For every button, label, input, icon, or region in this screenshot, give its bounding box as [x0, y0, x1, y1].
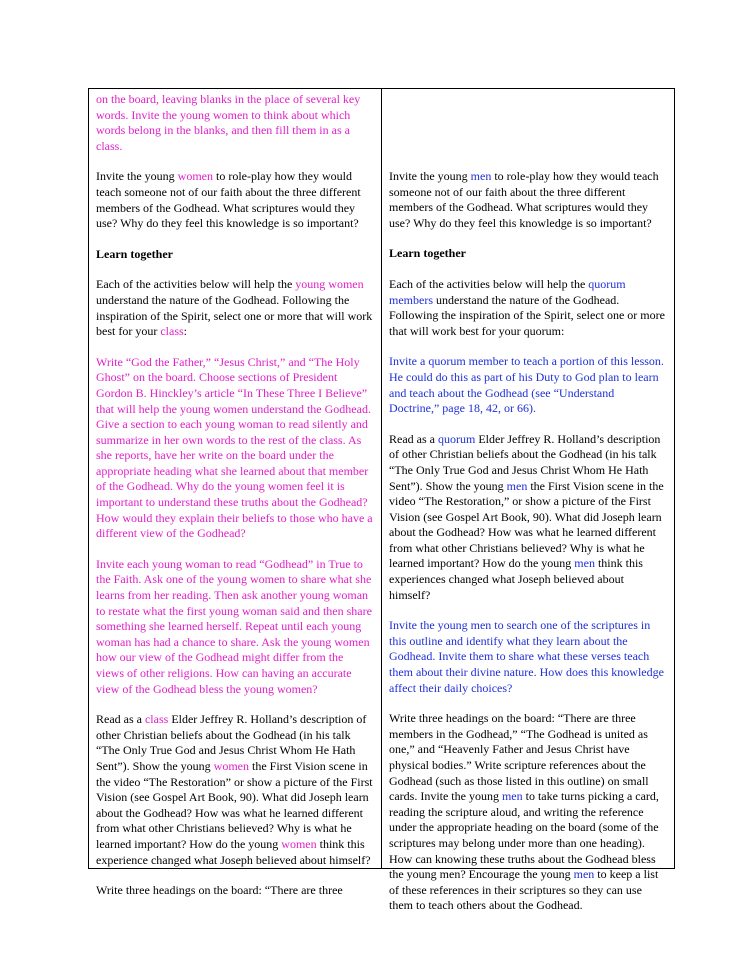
quorum-member-teach-activity: Invite a quorum member to teach a portion of this lesson. He could do this as part of his Duty to God plan to learn and teach about the Godhead (see “Understand Doctrine,” page 18, 42, or 66). — [389, 354, 664, 416]
role-play-paragraph: Invite the young women to role-play how they would teach someone not of our faith about the three different members of the Godhead. What scriptures would they use? Why do they feel this knowledge is so important? — [96, 169, 361, 231]
activities-intro-paragraph: Each of the activities below will help the young women understand the nature of the Godhead. Following the inspiration of the Spirit, select one or more that will work best for your class: — [96, 277, 373, 339]
true-to-the-faith-activity: Invite each young woman to read “Godhead” in True to the Faith. Ask one of the young women to share what she learns from her reading. Then ask another young woman to restate what the first young woman said and then share something she learned herself. Repeat until each young woman has had a chance to share. Ask the young women how our view of the Godhead might differ from the views of other religions. How can having an accurate view of the Godhead bless the young women? — [96, 556, 372, 696]
three-headings-paragraph: Write three headings on the board: “There are three — [96, 883, 343, 898]
learn-together-heading: Learn together — [96, 246, 173, 261]
godhead-headings-activity: Write “God the Father,” “Jesus Christ,” and “The Holy Ghost” on the board. Choose sections of President Gordon B. Hinckley’s article “In These Three I Believe” that will help the young women understand the Godhead. Give a section to each young woman to read silently and summarize in her own words to the rest of the class. As she reports, have her write on the board under the appropriate heading what she learned about that member of the Godhead. Why do the young women feel it is important to understand these truths about the Godhead? How would they explain their beliefs to those who have a different view of the Godhead? — [96, 354, 373, 541]
young-women-column — [89, 89, 382, 898]
learn-together-heading: Learn together — [389, 246, 466, 261]
activities-intro-paragraph: Each of the activities below will help the quorum members understand the nature of the Godhead. Following the inspiration of the Spirit, select one or more that will work best for your quorum: — [389, 276, 665, 338]
three-headings-activity: Write three headings on the board: “There are three members in the Godhead,” “The Godhead is united as one,” and “Heavenly Father and Jesus Christ have physical bodies.” Write scripture references about the Godhead (such as those listed in this outline) on small cards. Invite the young men to take turns picking a card, reading the scripture aloud, and writing the reference under the appropriate heading on the board (some of the scriptures may belong under more than one heading). How can knowing these truths about the Godhead bless the young men? Encourage the young men to keep a list of these references in their scriptures so they can use them to teach others about the Godhead. — [389, 711, 659, 913]
empty-cell-area — [389, 92, 667, 154]
young-men-column — [382, 89, 674, 913]
holland-talk-activity: Read as a quorum Elder Jeffrey R. Holland’s description of other Christian beliefs about the Godhead (in his talk “The Only True God and Jesus Christ Whom He Hath Sent”). Show the young men the First Vision scene in the video “The Restoration,” or show a picture of the First Vision (see Gospel Art Book, 90). What did Joseph learn about the Godhead? How was what he learned different from what other Christians believed? Why is what he learned important? How do the young men think this experiences changed what Joseph believed about himself? — [389, 431, 664, 602]
holland-talk-activity: Read as a class Elder Jeffrey R. Holland’s description of other Christian beliefs about the Godhead (in his talk “The Only True God and Jesus Christ Whom He Hath Sent”). Show the young women the First Vision scene in the video “The Restoration” or show a picture of the First Vision (see Gospel Art Book, 90). What did Joseph learn about the Godhead? How was what he learned different from what other Christians believed? Why is what he learned important? How do the young women think this experience changed what Joseph believed about himself? — [96, 712, 373, 867]
comparison-table — [88, 88, 675, 913]
board-blanks-paragraph: on the board, leaving blanks in the place of several key words. Invite the young women to think about which words belong in the blanks, and then fill them in as a class. — [96, 92, 361, 153]
role-play-paragraph: Invite the young men to role-play how they would teach someone not of our faith about the three different members of the Godhead. What scriptures would they use? Why do they feel this knowledge is so important? — [389, 169, 659, 230]
search-scriptures-activity: Invite the young men to search one of the scriptures in this outline and identify what they learn about the Godhead. Invite them to share what these verses teach them about their divine nature. How does this knowledge affect their daily choices? — [389, 618, 664, 695]
